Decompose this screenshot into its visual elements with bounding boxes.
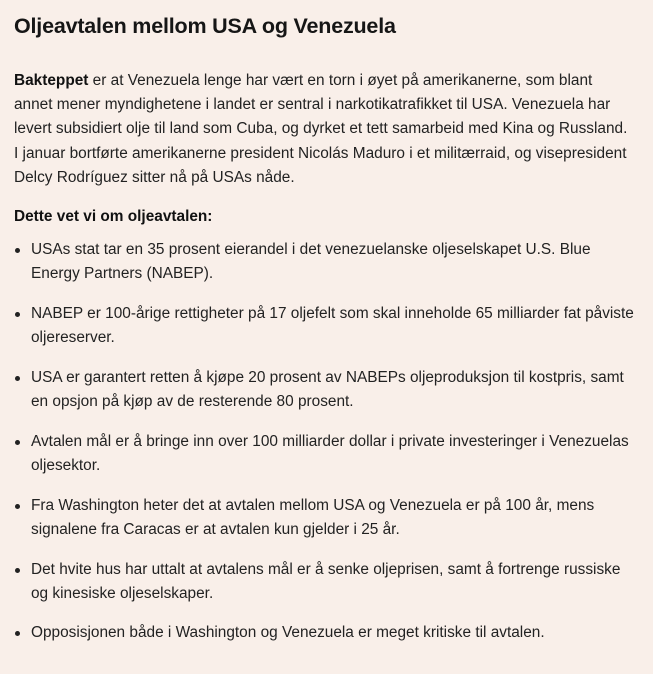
lead-bold-term: Bakteppet — [14, 72, 89, 89]
bullet-icon — [15, 631, 20, 636]
fact-item — [14, 366, 635, 414]
bullet-icon — [15, 312, 20, 317]
fact-text: USA er garantert retten å kjøpe 20 prosent av NABEPs oljeproduksjon til kostpris, samt en opsjon på kjøp av de resterende 80 prosent. — [31, 368, 624, 411]
bullet-icon — [15, 248, 20, 253]
fact-text: Fra Washington heter det at avtalen mellom USA og Venezuela er på 100 år, mens signalene fra Caracas er at avtalen kun gjelder i 25 år. — [31, 496, 595, 538]
fact-item — [14, 494, 635, 542]
fact-text: Det hvite hus har uttalt at avtalens mål er å senke oljeprisen, samt å fortrenge russiske og kinesiske oljeselskaper. — [31, 560, 621, 602]
fact-item — [14, 302, 635, 350]
facts-subheading: Dette vet vi om oljeavtalen: — [14, 208, 213, 226]
lead-paragraph — [14, 69, 635, 190]
lead-text: er at Venezuela lenge har vært en torn i øyet på amerikanerne, som blant annet mener myndighetene i landet er sentral i narkotikatrafikket til USA. Venezuela har levert subsidiert olje til land som Cuba, og dyrket et tett samarbeid med Kina og Russland. I januar bortførte amerikanerne president Nicolás Maduro i et militærraid, og visepresident Delcy Rodríguez sitter nå på USAs nåde. — [14, 72, 628, 186]
fact-item — [14, 621, 635, 645]
bullet-icon — [15, 568, 20, 573]
fact-text: Opposisjonen både i Washington og Venezuela er meget kritiske til avtalen. — [31, 624, 545, 642]
bullet-icon — [15, 504, 20, 509]
bullet-icon — [15, 440, 20, 445]
fact-text: USAs stat tar en 35 prosent eierandel i det venezuelanske oljeselskapet U.S. Blue Energy Partners (NABEP). — [31, 241, 591, 283]
fact-item — [14, 430, 635, 478]
fact-text: NABEP er 100-årige rettigheter på 17 oljefelt som skal inneholde 65 milliarder fat påviste oljereserver. — [31, 304, 634, 347]
bullet-icon — [15, 376, 20, 381]
fact-item — [14, 558, 635, 606]
article-title: Oljeavtalen mellom USA og Venezuela — [14, 14, 396, 38]
fact-text: Avtalen mål er å bringe inn over 100 milliarder dollar i private investeringer i Venezuelas oljesektor. — [31, 432, 629, 474]
fact-item — [14, 238, 635, 286]
facts-list — [14, 238, 635, 646]
